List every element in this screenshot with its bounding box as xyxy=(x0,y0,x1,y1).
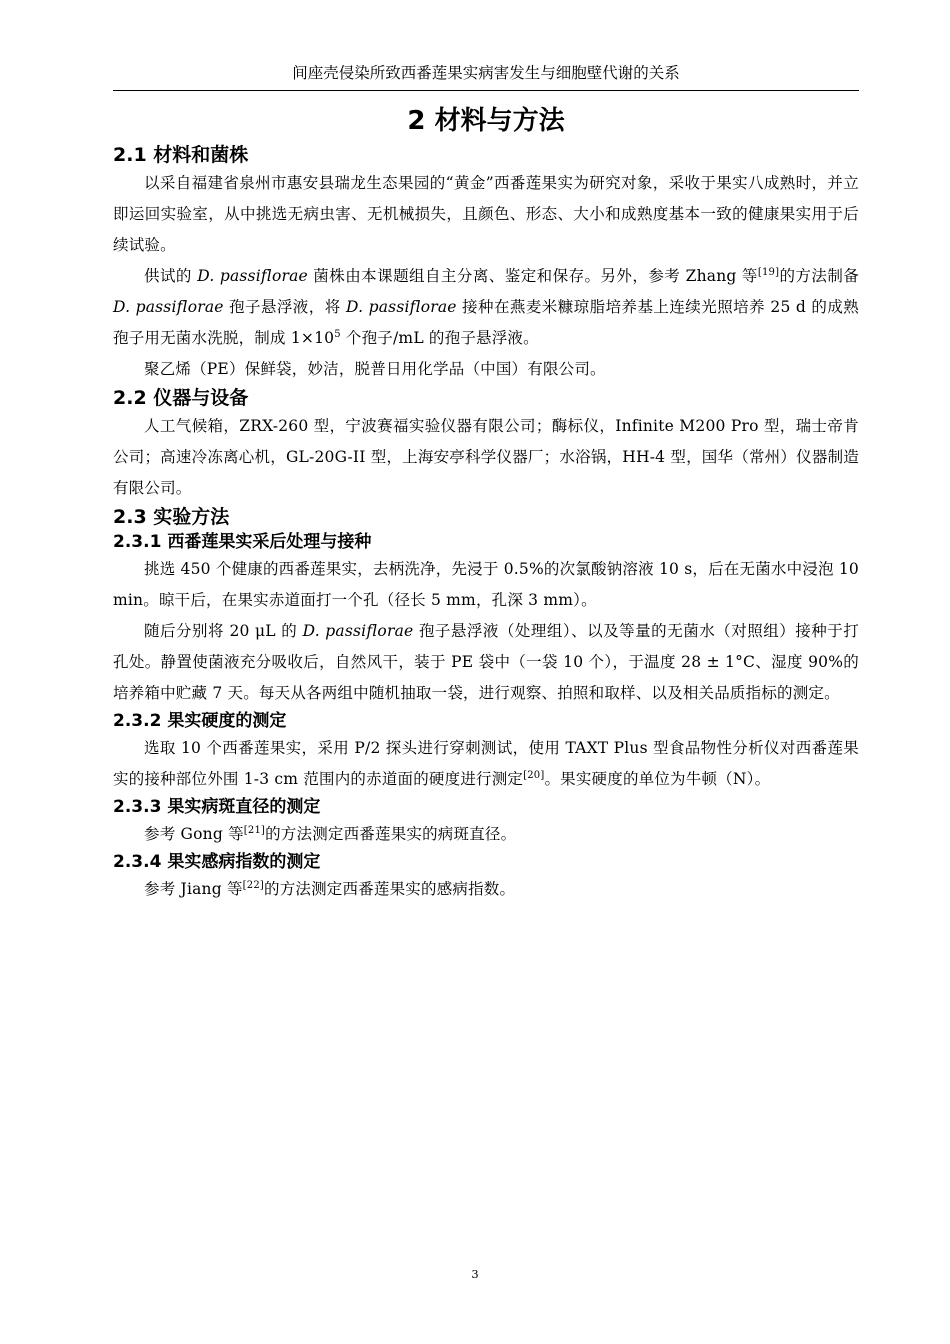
species-name: D. passiflorae xyxy=(302,622,414,640)
subsection-heading-2-3-1: 2.3.1 西番莲果实采后处理与接种 xyxy=(113,532,372,552)
paragraph-2-3-3-1: 参考 Gong 等[21]的方法测定西番莲果实的病斑直径。 xyxy=(144,825,517,843)
running-header: 间座壳侵染所致西番莲果实病害发生与细胞壁代谢的关系 xyxy=(292,64,680,82)
paragraph-2-3-4-1: 参考 Jiang 等[22]的方法测定西番莲果实的感病指数。 xyxy=(144,880,516,898)
section-heading-2-3: 2.3 实验方法 xyxy=(113,506,230,528)
header-rule xyxy=(113,90,859,91)
paragraph-2-2-1: 人工气候箱，ZRX-260 型，宁波赛福实验仪器有限公司；酶标仪，Infinite M200 Pro 型，瑞士帝肯公司；高速冷冻离心机，GL-20G-II 型，上海安亭科学仪器厂；水浴锅，HH-4 型，国华（常州）仪器制造有限公司。 xyxy=(113,417,859,497)
species-name: D. passiflorae xyxy=(113,298,224,316)
subsection-heading-2-3-4: 2.3.4 果实感病指数的测定 xyxy=(113,852,321,872)
section-heading-2-1: 2.1 材料和菌株 xyxy=(113,144,249,166)
paragraph-2-3-1-1: 挑选 450 个健康的西番莲果实，去柄洗净，先浸于 0.5%的次氯酸钠溶液 10 s，后在无菌水中浸泡 10 min。晾干后，在果实赤道面打一个孔（径长 5 mm，孔深 3 mm）。 xyxy=(113,560,859,609)
section-heading-2-2: 2.2 仪器与设备 xyxy=(113,387,249,409)
paragraph-2-3-1-2: 随后分别将 20 μL 的 D. passiflorae 孢子悬浮液（处理组）、以及等量的无菌水（对照组）接种于打孔处。静置使菌液充分吸收后，自然风干，装于 PE 袋中（一袋 10 个），于温度 28 ± 1°C、湿度 90%的培养箱中贮藏 7 天。每天从各两组中随机抽取一袋，进行观察、拍照和取样、以及相关品质指标的测定。 xyxy=(113,622,859,702)
citation-ref: [21] xyxy=(243,825,266,836)
paragraph-2-3-2-1: 选取 10 个西番莲果实，采用 P/2 探头进行穿刺测试，使用 TAXT Plus 型食品物性分析仪对西番莲果实的接种部位外围 1-3 cm 范围内的赤道面的硬度进行测定[20]。果实硬度的单位为牛顿（N）。 xyxy=(113,739,859,788)
page-content xyxy=(113,100,859,905)
citation-ref: [22] xyxy=(242,880,264,891)
subsection-heading-2-3-2: 2.3.2 果实硬度的测定 xyxy=(113,711,287,731)
exponent: 5 xyxy=(334,329,341,340)
paragraph-2-1-3: 聚乙烯（PE）保鲜袋，妙洁，脱普日用化学品（中国）有限公司。 xyxy=(144,360,606,378)
citation-ref: [19] xyxy=(757,267,780,278)
page-number: 3 xyxy=(471,1267,479,1281)
species-name: D. passiflorae xyxy=(346,298,457,316)
chapter-title: 2 材料与方法 xyxy=(407,106,565,136)
paragraph-2-1-1: 以采自福建省泉州市惠安县瑞龙生态果园的“黄金”西番莲果实为研究对象，采收于果实八成熟时，并立即运回实验室，从中挑选无病虫害、无机械损失，且颜色、形态、大小和成熟度基本一致的健康果实用于后续试验。 xyxy=(113,174,859,254)
citation-ref: [20] xyxy=(523,770,545,781)
paragraph-2-1-2: 供试的 D. passiflorae 菌株由本课题组自主分离、鉴定和保存。另外，参考 Zhang 等[19]的方法制备 D. passiflorae 孢子悬浮液，将 D. passiflorae 接种在燕麦米糠琼脂培养基上连续光照培养 25 d 的成熟孢子用无菌水洗脱，制成 $1\times 10^5$ 个孢子/mL 的孢子悬浮液。 xyxy=(113,267,859,347)
subsection-heading-2-3-3: 2.3.3 果实病斑直径的测定 xyxy=(113,797,321,817)
species-name: D. passiflorae xyxy=(197,267,308,285)
